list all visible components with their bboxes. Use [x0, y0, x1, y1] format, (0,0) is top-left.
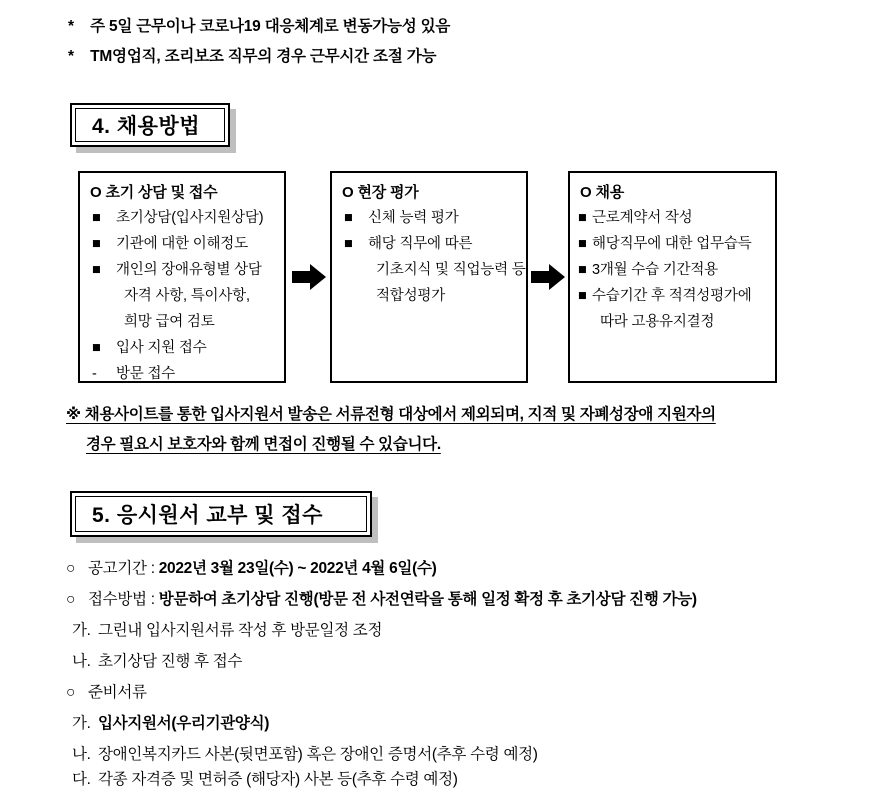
arrow-2-shaft	[531, 271, 551, 283]
section-5-line-4	[72, 649, 242, 671]
section-5-header	[70, 491, 372, 537]
section-5-header-inner	[75, 496, 367, 532]
flow-box-1-item-5-text: 희망 급여 검토	[124, 314, 215, 330]
section-5-line-6-body: 입사지원서(우리기관양식)	[98, 715, 270, 732]
flow-box-2-item-1-text: 신체 능력 평가	[368, 210, 459, 226]
section-4-header-plaque	[70, 103, 230, 147]
flow-box-3-header	[570, 181, 775, 202]
flow-box-1-header	[80, 181, 284, 202]
section-5-line-8	[72, 767, 458, 789]
flow-box-2-item-1	[332, 205, 526, 231]
section-5-line-7	[72, 742, 538, 764]
flow-box-onsite-evaluation	[330, 171, 528, 383]
flow-box-3-item-5	[570, 309, 775, 335]
arrow-1-head	[310, 264, 326, 290]
section-5-line-5-body: 준비서류	[88, 684, 147, 701]
notice-line-2: 경우 필요시 보호자와 함께 면접이 진행될 수 있습니다.	[86, 436, 441, 453]
flow-box-1-item-7-text: 방문 접수	[116, 366, 176, 382]
arrow-1-shaft	[292, 271, 312, 283]
flow-box-1-item-3	[80, 257, 284, 283]
top-note-2	[68, 44, 436, 66]
bullet-square-icon: ■	[92, 236, 101, 252]
bullet-square-icon: ■	[578, 210, 587, 226]
flow-box-2-item-3-text: 기초지식 및 직업능력 등	[376, 262, 526, 278]
bullet-square-icon: ■	[92, 262, 101, 278]
flow-box-1-item-1-text: 초기상담(입사지원상담)	[116, 210, 264, 226]
flow-box-hiring	[568, 171, 777, 383]
flow-box-1-item-2	[80, 231, 284, 257]
flow-box-3-header-marker: O	[580, 184, 592, 201]
flow-box-1-item-6	[80, 335, 284, 361]
section-5-line-5	[66, 680, 147, 702]
flow-box-3-header-text: 채용	[595, 184, 625, 201]
flow-box-2-item-2	[332, 231, 526, 257]
flow-box-3-item-4	[570, 283, 775, 309]
bullet-square-icon: ■	[578, 236, 587, 252]
bullet-square-icon: ■	[92, 210, 101, 226]
flow-box-1-item-1	[80, 205, 284, 231]
section-5-line-6-marker: 가.	[72, 715, 91, 732]
section-5-line-1	[66, 556, 437, 578]
section-5-line-7-marker: 나.	[72, 746, 91, 763]
flow-box-2-item-4-text: 적합성평가	[376, 288, 446, 304]
bullet-circle-icon: ○	[66, 684, 76, 701]
section-4-header-inner	[75, 108, 225, 142]
arrow-2-head	[549, 264, 565, 290]
flow-box-1-item-3-text: 개인의 장애유형별 상담	[116, 262, 262, 278]
flow-box-1-header-text: 초기 상담 및 접수	[105, 184, 218, 201]
flow-box-3-item-2-text: 해당직무에 대한 업무습득	[592, 236, 752, 252]
bullet-square-icon: ■	[344, 210, 353, 226]
flow-box-2-header-text: 현장 평가	[357, 184, 419, 201]
arrow-2-icon	[531, 264, 565, 290]
flow-box-3-item-4-text: 수습기간 후 적격성평가에	[592, 288, 752, 304]
section-5-line-2	[66, 587, 697, 609]
flow-box-3-item-5-text: 따라 고용유지결정	[600, 314, 715, 330]
arrow-1-icon	[292, 264, 326, 290]
flow-box-1-header-marker: O	[90, 184, 102, 201]
flow-box-1-item-2-text: 기관에 대한 이해정도	[116, 236, 248, 252]
section-4-header	[70, 103, 230, 147]
flow-box-2-header	[332, 181, 526, 202]
section-5-line-7-body: 장애인복지카드 사본(뒷면포함) 혹은 장애인 증명서(추후 수령 예정)	[98, 746, 538, 763]
flow-box-2-item-3	[332, 257, 526, 283]
section-5-title: 5. 응시원서 교부 및 접수	[92, 504, 323, 527]
section-5-line-8-body: 각종 자격증 및 면허증 (해당자) 사본 등(추후 수령 예정)	[98, 771, 458, 788]
flow-box-3-item-2	[570, 231, 775, 257]
notice-line-1: ※ 채용사이트를 통한 입사지원서 발송은 서류전형 대상에서 제외되며, 지적 및 자폐성장애 지원자의	[66, 406, 716, 423]
section-5-line-1-label: 공고기간 :	[88, 560, 159, 577]
flow-box-1-item-6-text: 입사 지원 접수	[116, 340, 207, 356]
section-5-line-8-marker: 다.	[72, 771, 91, 788]
flow-box-3-item-3	[570, 257, 775, 283]
flow-box-1-item-4-text: 자격 사항, 특이사항,	[124, 288, 250, 304]
bullet-circle-icon: ○	[66, 591, 76, 608]
top-note-1-marker: *	[68, 18, 74, 35]
section-5-line-3-body: 그린내 입사지원서류 작성 후 방문일정 조정	[98, 622, 383, 639]
flow-box-3-item-3-text: 3개월 수습 기간적용	[592, 262, 718, 278]
flow-box-1-item-5	[80, 309, 284, 335]
section-5-line-3-marker: 가.	[72, 622, 91, 639]
section-5-header-plaque	[70, 491, 372, 537]
flow-box-3-item-1-text: 근로계약서 작성	[592, 210, 693, 226]
section-5-line-4-body: 초기상담 진행 후 접수	[98, 653, 243, 670]
top-note-2-text: TM영업직, 조리보조 직무의 경우 근무시간 조절 가능	[90, 48, 437, 65]
flow-box-1-item-7	[80, 361, 284, 387]
section-5-line-2-body: 방문하여 초기상담 진행(방문 전 사전연락을 통해 일정 확정 후 초기상담 진행 가능)	[158, 591, 697, 608]
section-5-line-3	[72, 618, 382, 640]
bullet-dash-icon: -	[92, 366, 97, 382]
section-5-line-2-label: 접수방법 :	[88, 591, 159, 608]
bullet-square-icon: ■	[92, 340, 101, 356]
top-note-1-text: 주 5일 근무이나 코로나19 대응체계로 변동가능성 있음	[90, 18, 451, 35]
top-note-2-marker: *	[68, 48, 74, 65]
section-4-title: 4. 채용방법	[92, 115, 200, 138]
flow-box-2-header-marker: O	[342, 184, 354, 201]
top-note-1	[68, 14, 450, 36]
flow-box-1-item-4	[80, 283, 284, 309]
bullet-square-icon: ■	[578, 288, 587, 304]
bullet-square-icon: ■	[344, 236, 353, 252]
flow-box-2-item-2-text: 해당 직무에 따른	[368, 236, 473, 252]
flow-box-initial-consultation	[78, 171, 286, 383]
section-5-line-1-body: 2022년 3월 23일(수) ~ 2022년 4월 6일(수)	[158, 560, 437, 577]
section-5-line-6	[72, 711, 269, 733]
bullet-circle-icon: ○	[66, 560, 76, 577]
flow-box-3-item-1	[570, 205, 775, 231]
section-5-line-4-marker: 나.	[72, 653, 91, 670]
bullet-square-icon: ■	[578, 262, 587, 278]
flow-box-2-item-4	[332, 283, 526, 309]
